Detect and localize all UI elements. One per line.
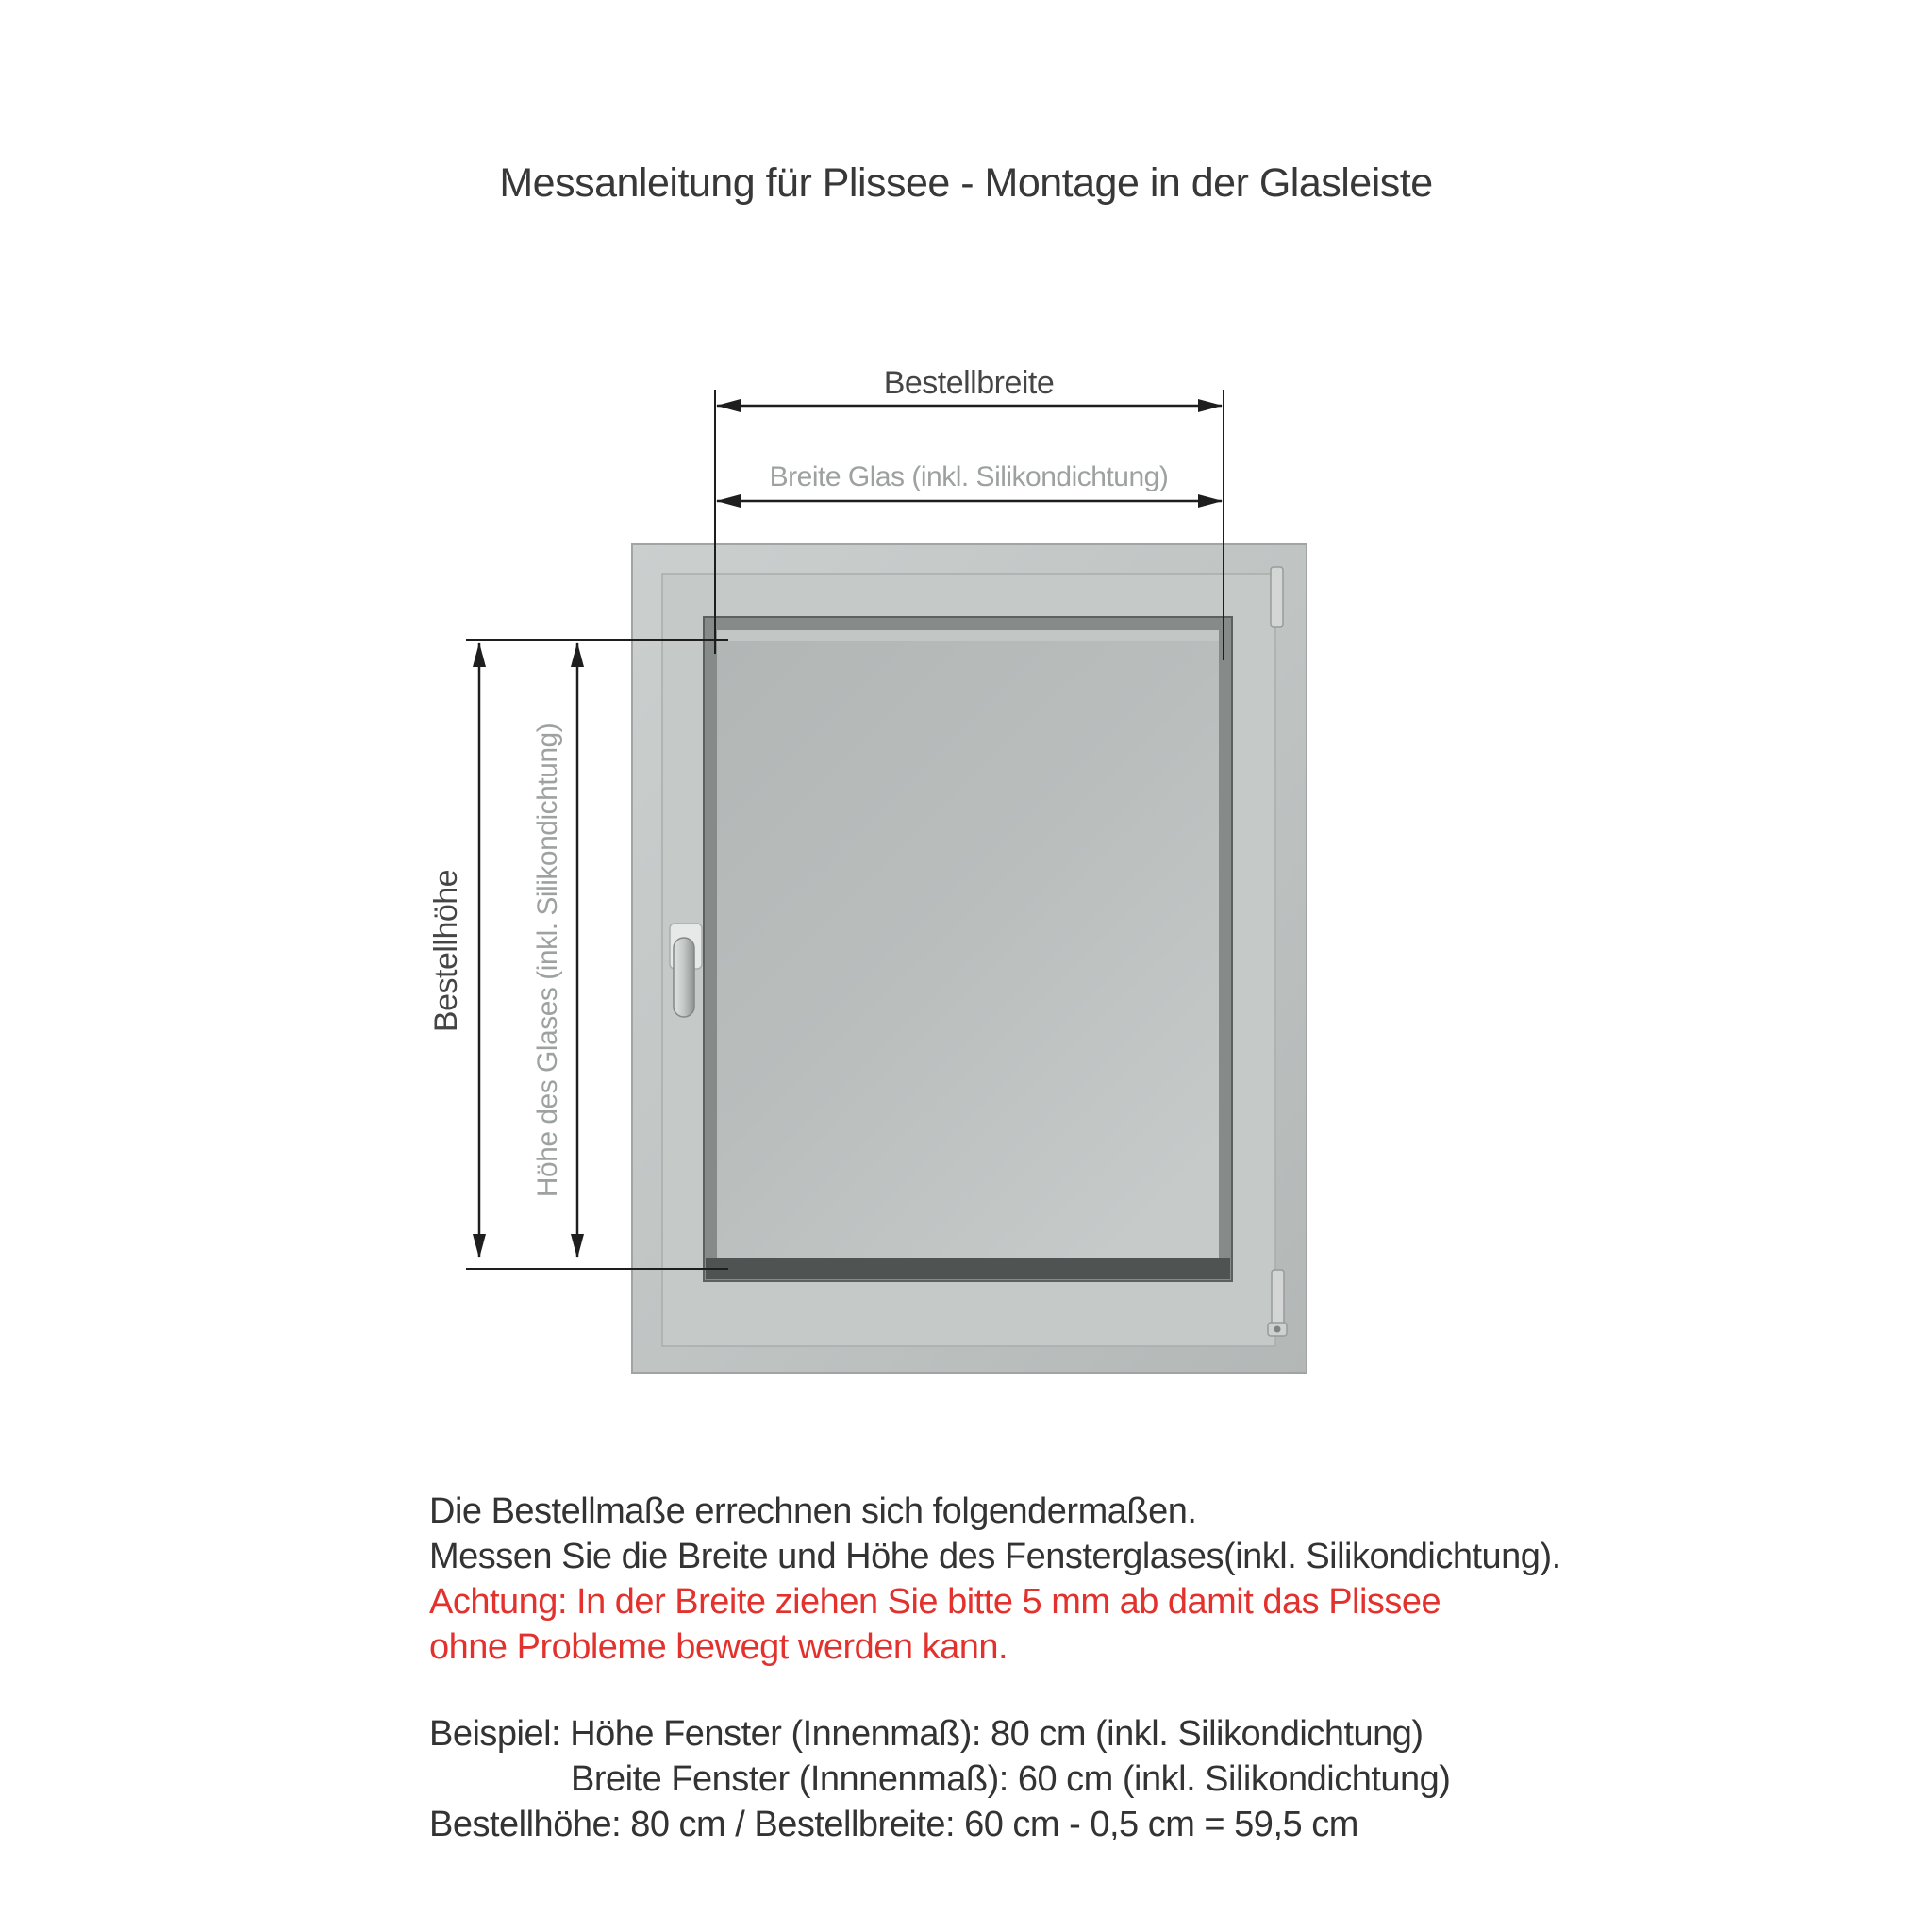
label-order-width: Bestellbreite xyxy=(883,365,1055,401)
window-illustration xyxy=(632,544,1307,1373)
example-line-1: Beispiel: Höhe Fenster (Innenmaß): 80 cm (inkl. Silikondichtung) xyxy=(429,1714,1424,1754)
warning-line-1: Achtung: In der Breite ziehen Sie bitte 5 mm ab damit das Plissee xyxy=(429,1582,1441,1622)
example-text-block xyxy=(429,1711,1561,1847)
example-line-2: Breite Fenster (Innnenmaß): 60 cm (inkl. Silikondichtung) xyxy=(571,1759,1451,1799)
example-line-3: Bestellhöhe: 80 cm / Bestellbreite: 60 cm - 0,5 cm = 59,5 cm xyxy=(429,1805,1358,1844)
hinge-screw xyxy=(1274,1326,1281,1333)
label-order-height: Bestellhöhe xyxy=(428,869,464,1033)
glass-pane xyxy=(717,641,1219,1258)
window-handle-grip xyxy=(674,938,694,1017)
warning-line-2: ohne Probleme bewegt werden kann. xyxy=(429,1627,1008,1667)
label-glass-width: Breite Glas (inkl. Silikondichtung) xyxy=(769,461,1169,492)
instruction-line-1: Die Bestellmaße errechnen sich folgendermaßen. xyxy=(429,1491,1197,1531)
hinge-top-right xyxy=(1271,567,1283,627)
instruction-line-2: Messen Sie die Breite und Höhe des Fensterglases(inkl. Silikondichtung). xyxy=(429,1537,1561,1576)
silicone-seal-strip xyxy=(717,630,1219,641)
page-title: Messanleitung für Plissee - Montage in der Glasleiste xyxy=(499,160,1433,206)
glazing-bead-bottom xyxy=(706,1258,1230,1279)
label-glass-height: Höhe des Glases (inkl. Silikondichtung) xyxy=(532,723,563,1198)
instruction-text-block xyxy=(429,1489,1561,1847)
hinge-bottom-right xyxy=(1272,1270,1284,1324)
